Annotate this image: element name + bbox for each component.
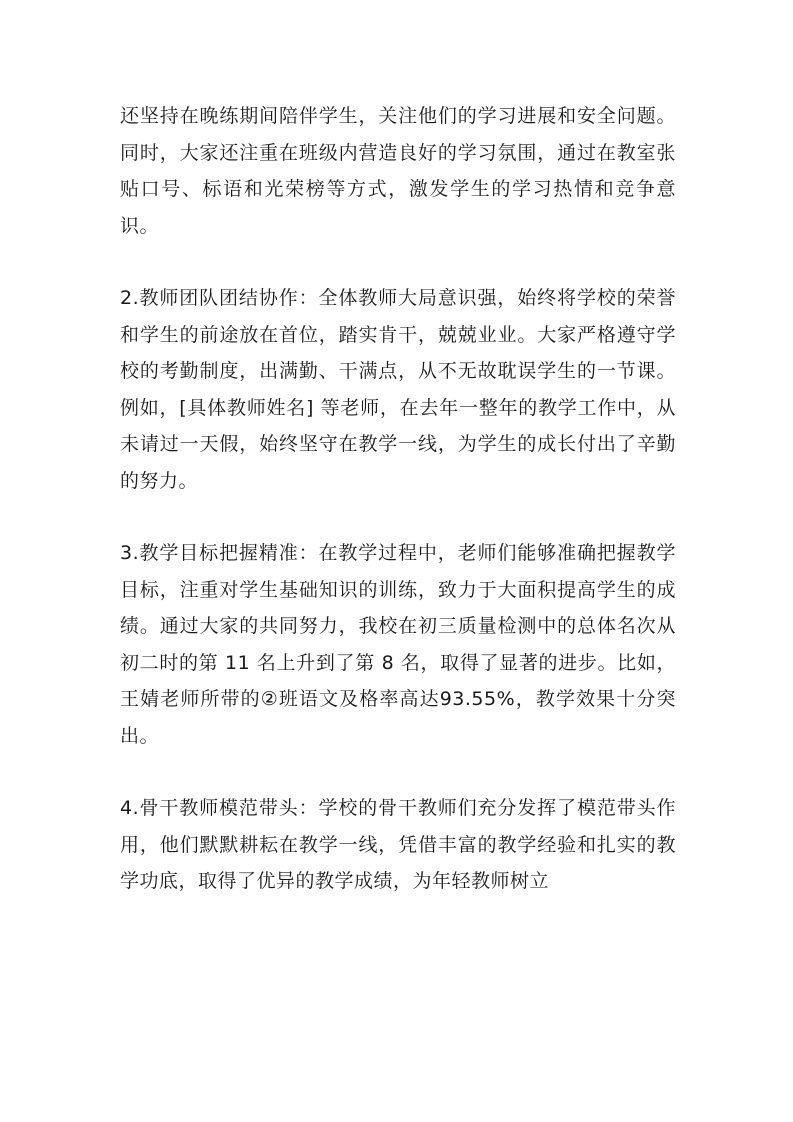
paragraph-teamwork: 2.教师团队团结协作：全体教师大局意识强，始终将学校的荣誉和学生的前途放在首位，踏实肯干，兢兢业业。大家严格遵守学校的考勤制度，出满勤、干满点，从不无故耽误学生的一节课。例如，[具体教师姓名] 等老师，在去年一整年的教学工作中，从未请过一天假，始终坚守在教学一线，为学生的成长付出了辛勤的努力。 [120,287,676,492]
paragraph-continuation: 还坚持在晚练期间陪伴学生，关注他们的学习进展和安全问题。同时，大家还注重在班级内营造良好的学习氛围，通过在教室张贴口号、标语和光荣榜等方式，激发学生的学习热情和竞争意识。 [120,105,676,237]
paragraph-backbone-teachers: 4.骨干教师模范带头：学校的骨干教师们充分发挥了模范带头作用，他们默默耕耘在教学一线，凭借丰富的教学经验和扎实的教学功底，取得了优异的教学成绩，为年轻教师树立 [120,797,676,892]
paragraph-teaching-goals: 3.教学目标把握精准：在教学过程中，老师们能够准确把握教学目标，注重对学生基础知识的训练，致力于大面积提高学生的成绩。通过大家的共同努力，我校在初三质量检测中的总体名次从初二时的第 11 名上升到了第 8 名，取得了显著的进步。比如，王婧老师所带的②班语文及格率高达93.55%，教学效果十分突出。 [120,542,676,747]
document-page [120,98,676,900]
